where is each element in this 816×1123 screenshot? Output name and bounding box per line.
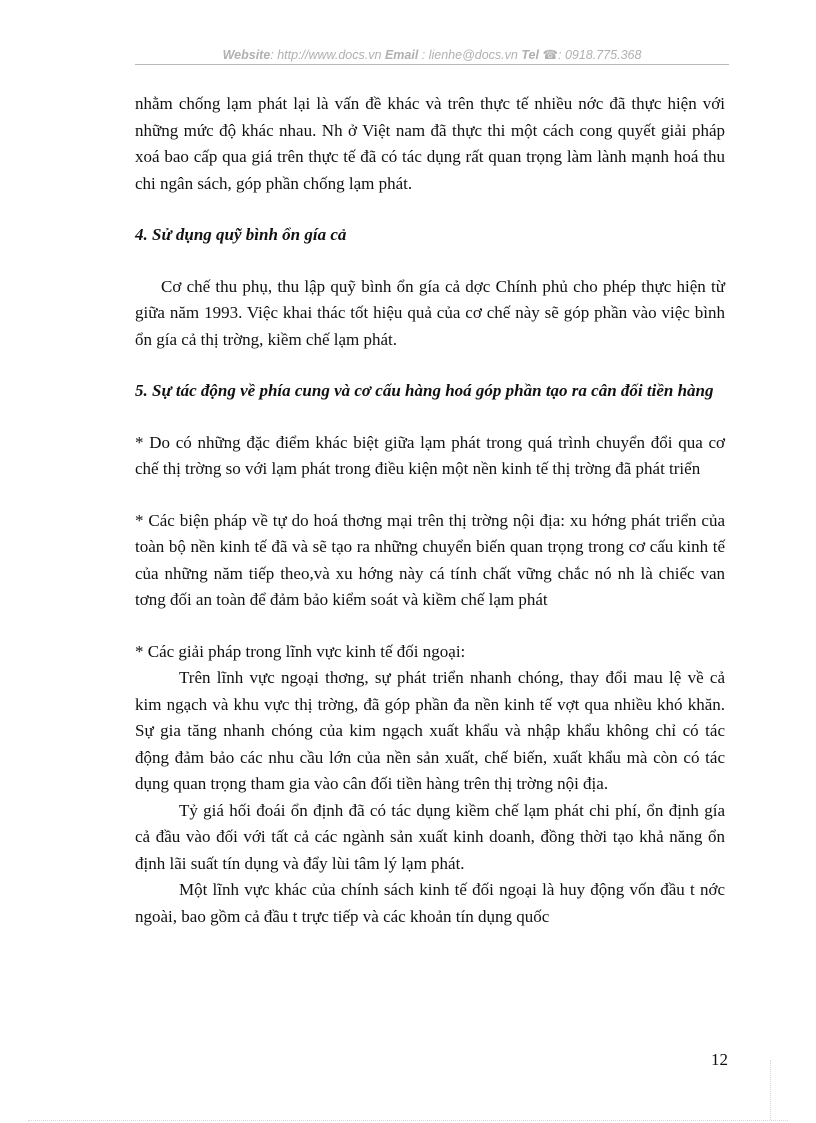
paragraph-price-fund: Cơ chế thu phụ, thu lập quỹ bình ổn gía cả dợc Chính phủ cho phép thực hiện từ giữa năm 1993. Việc khai thác tốt hiệu quả của cơ chế này sẽ góp phần vào việc bình ổn gía cả thị trờng, kiềm chế lạm phát. [135, 276, 725, 349]
website-value: : http://www.docs.vn [270, 48, 382, 62]
section-heading-5: 5. Sự tác động về phía cung và cơ cấu hàng hoá góp phần tạo ra cân đối tiền hàng [135, 381, 714, 400]
email-label: Email [384, 48, 419, 62]
paragraph-foreign-economy: * Các giải pháp trong lĩnh vực kinh tế đối ngoại: [135, 641, 466, 661]
side-dotted-line [770, 1060, 771, 1120]
page-content [135, 91, 725, 930]
section-heading-4: 4. Sử dụng quỹ bình ổn gía cả [135, 225, 347, 244]
header-rule [135, 64, 729, 65]
paragraph-intro: nhằm chống lạm phát lại là vấn đề khác và trên thực tế nhiều nớc đã thực hiện với những mức độ khác nhau. Nh ở Việt nam đã thực thi một cách cong quyết giải pháp xoá bao cấp qua giá trên thực tế đã có tác dụng rất quan trọng làm lành mạnh hoá thu chi ngân sách, góp phần chống lạm phát. [135, 94, 725, 193]
tel-label: Tel [521, 48, 539, 62]
page-number: 12 [711, 1050, 728, 1069]
paragraph-exchange-rate: Tỷ giá hối đoái ổn định đã có tác dụng kiềm chế lạm phát chi phí, ổn định gía cả đầu vào đối với tất cả các ngành sản xuất kinh doanh, đồng thời tạo khả năng ổn định lãi suất tín dụng và đẩy lùi tâm lý lạm phát. [135, 800, 725, 873]
paragraph-foreign-investment: Một lĩnh vực khác của chính sách kinh tế đối ngoại là huy động vốn đầu t nớc ngoài, bao gồm cả đầu t trực tiếp và các khoản tín dụng quốc [135, 880, 725, 926]
paragraph-foreign-trade: Trên lĩnh vực ngoại thơng, sự phát triển nhanh chóng, thay đổi mau lệ về cả kim ngạch và khu vực thị trờng, đã góp phần đa nền kinh tế vợt qua nhiều khó khăn. Sự gia tăng nhanh chóng của kim ngạch xuất khẩu và nhập khẩu không chỉ có tác động đảm bảo các nhu cầu lớn của nền sản xuất, chế biến, xuất khẩu mà còn có tác dụng quan trọng tham gia vào cân đối tiền hàng trên thị trờng nội địa. [135, 668, 725, 793]
email-value: : lienhe@docs.vn [421, 48, 518, 62]
bottom-dotted-line [28, 1120, 788, 1121]
paragraph-trade-liberalization: * Các biện pháp về tự do hoá thơng mại trên thị trờng nội địa: xu hớng phát triển của toàn bộ nền kinh tế đã và sẽ tạo ra những chuyển biến quan trọng trong cơ cấu kinh tế của những năm tiếp theo,và xu hớng này cá tính chất vững chắc nó nh là chiếc van tơng đối an toàn để đảm bảo kiểm soát và kiềm chế lạm phát [135, 510, 725, 609]
tel-value: ☎: 0918.775.368 [542, 48, 642, 62]
website-label: Website [222, 48, 271, 62]
page-header [135, 47, 729, 62]
paragraph-characteristics: * Do có những đặc điểm khác biệt giữa lạm phát trong quá trình chuyển đổi qua cơ chế thị trờng so với lạm phát trong điều kiện một nền kinh tế thị trờng đã phát triển [135, 432, 725, 478]
